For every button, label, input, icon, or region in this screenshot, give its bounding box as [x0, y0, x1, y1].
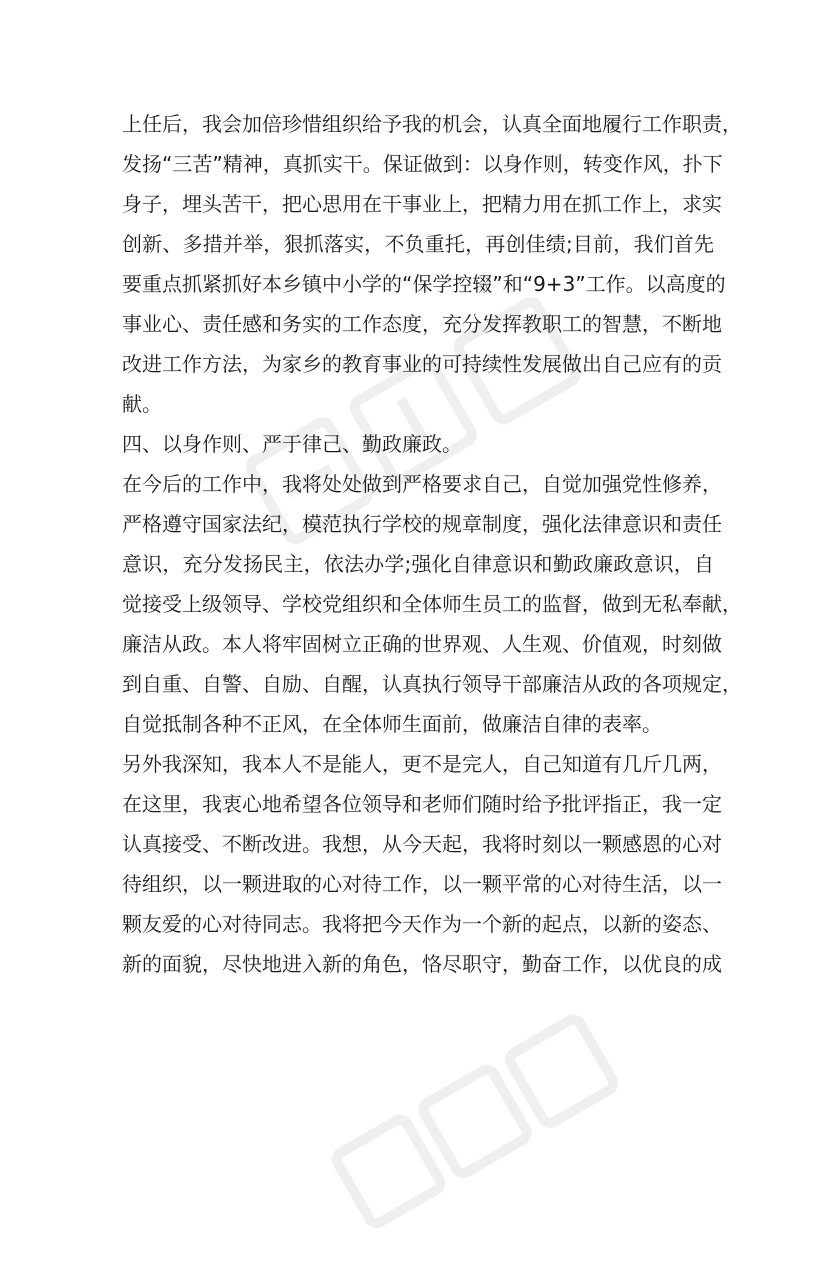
text-line: 觉接受上级领导、学校党组织和全体师生员工的监督，做到无私奉献， — [122, 592, 742, 616]
watermark-logo-bottom — [310, 986, 650, 1274]
heading-line: 四、以身作则、严于律己、勤政廉政。 — [122, 432, 462, 456]
text-line: 改进工作方法，为家乡的教育事业的可持续性发展做出自己应有的贡 — [122, 352, 722, 376]
text-line: 另外我深知，我本人不是能人，更不是完人，自己知道有几斤几两， — [122, 752, 722, 776]
text-line: 身子，埋头苦干，把心思用在干事业上，把精力用在抓工作上，求实 — [122, 192, 722, 216]
paragraph-integrity — [122, 464, 742, 744]
text-line: 廉洁从政。本人将牢固树立正确的世界观、人生观、价值观，时刻做 — [122, 632, 722, 656]
text-line: 到自重、自警、自励、自醒，认真执行领导干部廉洁从政的各项规定， — [122, 672, 742, 696]
text-line: 上任后，我会加倍珍惜组织给予我的机会，认真全面地履行工作职责， — [122, 112, 742, 136]
text-line: 发扬“三苦”精神，真抓实干。保证做到：以身作则，转变作风，扑下 — [122, 152, 723, 176]
text-line: 待组织，以一颗进取的心对待工作，以一颗平常的心对待生活，以一 — [122, 872, 722, 896]
text-line: 事业心、责任感和务实的工作态度，充分发挥教职工的智慧，不断地 — [122, 312, 722, 336]
text-line: 认真接受、不断改进。我想，从今天起，我将时刻以一颗感恩的心对 — [122, 832, 722, 856]
text-line: 在这里，我衷心地希望各位领导和老师们随时给予批评指正，我一定 — [122, 792, 722, 816]
text-line: 自觉抵制各种不正风，在全体师生面前，做廉洁自律的表率。 — [122, 712, 662, 736]
text-line: 意识，充分发扬民主，依法办学;强化自律意识和勤政廉政意识，自 — [122, 552, 714, 576]
text-line: 严格遵守国家法纪，模范执行学校的规章制度，强化法律意识和责任 — [122, 512, 722, 536]
text-line: 新的面貌，尽快地进入新的角色，恪尽职守，勤奋工作，以优良的成 — [122, 952, 722, 976]
paragraph-closing — [122, 744, 722, 984]
text-line: 颗友爱的心对待同志。我将把今天作为一个新的起点，以新的姿态、 — [122, 912, 722, 936]
text-line: 创新、多措并举，狠抓落实，不负重托，再创佳绩;目前，我们首先 — [122, 232, 714, 256]
document-body — [122, 104, 742, 984]
text-line: 在今后的工作中，我将处处做到严格要求自己，自觉加强党性修养， — [122, 472, 722, 496]
paragraph-commitment — [122, 104, 742, 424]
text-line: 献。 — [122, 392, 162, 416]
section-heading — [122, 424, 714, 464]
text-line: 要重点抓紧抓好本乡镇中小学的“保学控辍”和“9+3”工作。以高度的 — [122, 272, 726, 296]
